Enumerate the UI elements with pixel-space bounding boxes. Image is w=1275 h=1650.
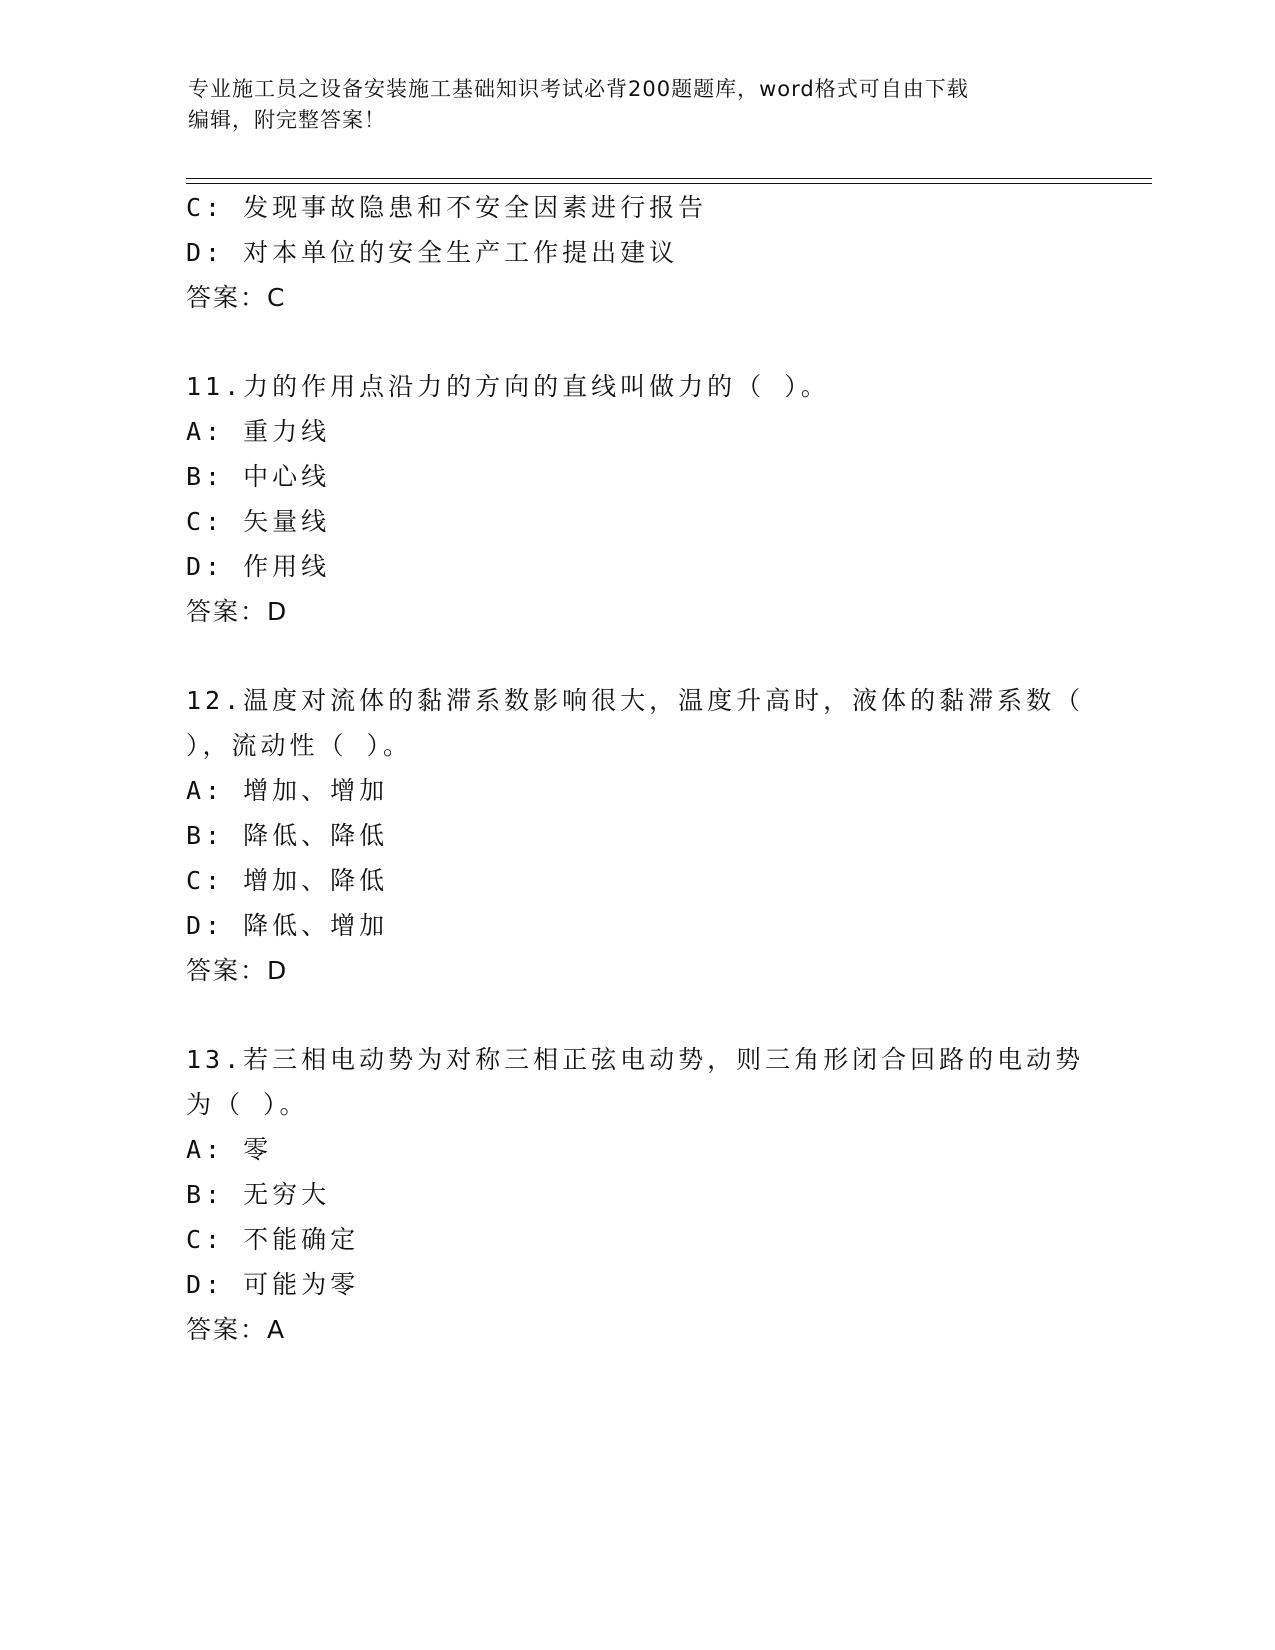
q12-answer: 答案：D (186, 956, 289, 985)
header-rule-top (186, 178, 1152, 179)
q12-stem-line-2: ），流动性（ ）。 (186, 731, 413, 760)
q11-stem: 11.力的作用点沿力的方向的直线叫做力的（ ）。 (186, 372, 830, 401)
q12-option-c: C: 增加、降低 (186, 866, 389, 895)
document-header (188, 74, 1088, 136)
q10-answer: 答案：C (186, 283, 287, 312)
q12-stem-line-1: 12.温度对流体的黏滞系数影响很大，温度升高时，液体的黏滞系数（ (186, 686, 1085, 715)
q11-option-a: A: 重力线 (186, 417, 331, 446)
q11-answer: 答案：D (186, 597, 289, 626)
q11-option-d: D: 作用线 (186, 552, 331, 581)
q10-option-c: C: 发现事故隐患和不安全因素进行报告 (186, 193, 708, 222)
q12-option-b: B: 降低、降低 (186, 821, 389, 850)
q13-stem-line-2: 为（ ）。 (186, 1090, 309, 1119)
q11-option-b: B: 中心线 (186, 462, 331, 491)
q13-option-c: C: 不能确定 (186, 1225, 360, 1254)
header-line-1: 专业施工员之设备安装施工基础知识考试必背200题题库，word格式可自由下载 (188, 77, 969, 101)
q12-option-a: A: 增加、增加 (186, 776, 389, 805)
header-rule-bottom (186, 183, 1152, 184)
q13-option-a: A: 零 (186, 1135, 273, 1164)
header-line-2: 编辑，附完整答案！ (188, 108, 386, 132)
q13-stem-line-1: 13.若三相电动势为对称三相正弦电动势，则三角形闭合回路的电动势 (186, 1045, 1085, 1074)
q13-option-d: D: 可能为零 (186, 1270, 360, 1299)
q13-option-b: B: 无穷大 (186, 1180, 331, 1209)
q10-option-d: D: 对本单位的安全生产工作提出建议 (186, 238, 679, 267)
q13-answer: 答案：A (186, 1315, 287, 1344)
q12-option-d: D: 降低、增加 (186, 911, 389, 940)
q11-option-c: C: 矢量线 (186, 507, 331, 536)
